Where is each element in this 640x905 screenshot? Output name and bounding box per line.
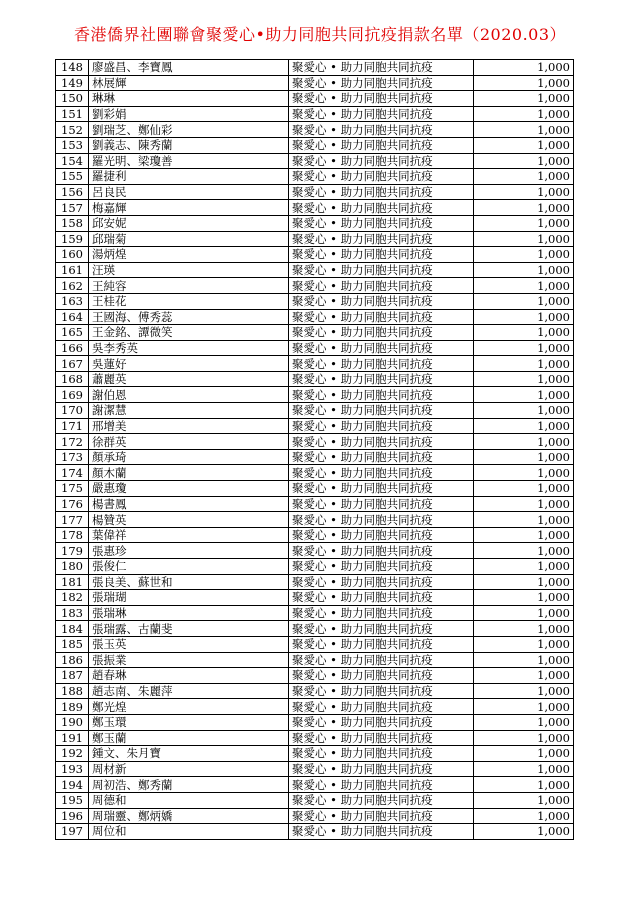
donation-amount: 1,000 (474, 200, 574, 216)
table-row (56, 792, 574, 808)
donor-name: 趙春琳 (89, 668, 289, 684)
donation-amount: 1,000 (474, 668, 574, 684)
donation-amount: 1,000 (474, 792, 574, 808)
donor-number: 192 (56, 746, 89, 762)
donation-amount: 1,000 (474, 231, 574, 247)
donation-amount: 1,000 (474, 605, 574, 621)
donor-name: 張俊仁 (89, 559, 289, 575)
donation-project: 聚愛心 • 助力同胞共同抗疫 (289, 231, 474, 247)
donation-project: 聚愛心 • 助力同胞共同抗疫 (289, 75, 474, 91)
table-row (56, 137, 574, 153)
donor-name: 邱瑞菊 (89, 231, 289, 247)
table-row (56, 387, 574, 403)
table-row (56, 262, 574, 278)
donation-amount: 1,000 (474, 590, 574, 606)
donation-project: 聚愛心 • 助力同胞共同抗疫 (289, 590, 474, 606)
donation-amount: 1,000 (474, 169, 574, 185)
donation-amount: 1,000 (474, 418, 574, 434)
donor-name: 劉瑞芝、鄭仙彩 (89, 122, 289, 138)
table-row (56, 75, 574, 91)
donation-amount: 1,000 (474, 699, 574, 715)
donation-amount: 1,000 (474, 293, 574, 309)
donation-project: 聚愛心 • 助力同胞共同抗疫 (289, 91, 474, 107)
table-row (56, 699, 574, 715)
table-row (56, 590, 574, 606)
donor-name: 張良美、蘇世和 (89, 574, 289, 590)
donation-amount: 1,000 (474, 574, 574, 590)
table-row (56, 761, 574, 777)
donor-name: 劉彩娟 (89, 106, 289, 122)
table-row (56, 777, 574, 793)
donation-amount: 1,000 (474, 106, 574, 122)
donation-project: 聚愛心 • 助力同胞共同抗疫 (289, 434, 474, 450)
donor-number: 169 (56, 387, 89, 403)
donation-project: 聚愛心 • 助力同胞共同抗疫 (289, 262, 474, 278)
donor-number: 179 (56, 543, 89, 559)
donor-number: 168 (56, 371, 89, 387)
donor-number: 191 (56, 730, 89, 746)
donation-project: 聚愛心 • 助力同胞共同抗疫 (289, 527, 474, 543)
donation-amount: 1,000 (474, 824, 574, 840)
donation-project: 聚愛心 • 助力同胞共同抗疫 (289, 792, 474, 808)
donor-name: 王金銘、譚微笑 (89, 325, 289, 341)
donation-project: 聚愛心 • 助力同胞共同抗疫 (289, 387, 474, 403)
table-row (56, 481, 574, 497)
donation-amount: 1,000 (474, 356, 574, 372)
table-row (56, 106, 574, 122)
donation-amount: 1,000 (474, 184, 574, 200)
donor-number: 158 (56, 215, 89, 231)
table-row (56, 746, 574, 762)
table-row (56, 418, 574, 434)
donation-project: 聚愛心 • 助力同胞共同抗疫 (289, 184, 474, 200)
donor-number: 164 (56, 309, 89, 325)
donation-project: 聚愛心 • 助力同胞共同抗疫 (289, 169, 474, 185)
donation-project: 聚愛心 • 助力同胞共同抗疫 (289, 215, 474, 231)
donor-number: 150 (56, 91, 89, 107)
donor-name: 鍾文、朱月寶 (89, 746, 289, 762)
table-row (56, 730, 574, 746)
donation-project: 聚愛心 • 助力同胞共同抗疫 (289, 356, 474, 372)
donation-amount: 1,000 (474, 309, 574, 325)
donation-amount: 1,000 (474, 559, 574, 575)
donation-project: 聚愛心 • 助力同胞共同抗疫 (289, 200, 474, 216)
donor-name: 汪瑛 (89, 262, 289, 278)
donor-number: 151 (56, 106, 89, 122)
table-row (56, 247, 574, 263)
table-row (56, 403, 574, 419)
donor-number: 181 (56, 574, 89, 590)
donor-name: 王純容 (89, 278, 289, 294)
donation-table (55, 59, 574, 840)
donation-project: 聚愛心 • 助力同胞共同抗疫 (289, 605, 474, 621)
donor-number: 157 (56, 200, 89, 216)
donor-number: 171 (56, 418, 89, 434)
table-row (56, 574, 574, 590)
table-row (56, 153, 574, 169)
donation-amount: 1,000 (474, 325, 574, 341)
table-row (56, 543, 574, 559)
donor-name: 吳蓮好 (89, 356, 289, 372)
table-row (56, 293, 574, 309)
donor-name: 鄭光煌 (89, 699, 289, 715)
donation-amount: 1,000 (474, 247, 574, 263)
donation-amount: 1,000 (474, 543, 574, 559)
donation-project: 聚愛心 • 助力同胞共同抗疫 (289, 418, 474, 434)
donor-number: 186 (56, 652, 89, 668)
table-row (56, 496, 574, 512)
donation-project: 聚愛心 • 助力同胞共同抗疫 (289, 621, 474, 637)
donor-number: 155 (56, 169, 89, 185)
donor-number: 178 (56, 527, 89, 543)
donor-name: 蕭麗英 (89, 371, 289, 387)
donation-project: 聚愛心 • 助力同胞共同抗疫 (289, 325, 474, 341)
donor-number: 185 (56, 636, 89, 652)
donor-name: 邱安妮 (89, 215, 289, 231)
donation-amount: 1,000 (474, 481, 574, 497)
donor-name: 張振業 (89, 652, 289, 668)
donor-name: 呂良民 (89, 184, 289, 200)
donation-project: 聚愛心 • 助力同胞共同抗疫 (289, 153, 474, 169)
donor-name: 鄭玉蘭 (89, 730, 289, 746)
donor-name: 羅捷利 (89, 169, 289, 185)
donor-name: 顏承琦 (89, 449, 289, 465)
donor-number: 149 (56, 75, 89, 91)
donor-number: 163 (56, 293, 89, 309)
donor-name: 王桂花 (89, 293, 289, 309)
donation-project: 聚愛心 • 助力同胞共同抗疫 (289, 714, 474, 730)
donation-amount: 1,000 (474, 652, 574, 668)
donation-project: 聚愛心 • 助力同胞共同抗疫 (289, 808, 474, 824)
donation-project: 聚愛心 • 助力同胞共同抗疫 (289, 371, 474, 387)
donor-number: 162 (56, 278, 89, 294)
donor-name: 周瑞靈、鄭炳嬌 (89, 808, 289, 824)
table-row (56, 215, 574, 231)
donor-number: 195 (56, 792, 89, 808)
donation-project: 聚愛心 • 助力同胞共同抗疫 (289, 777, 474, 793)
donor-name: 廖盛昌、李寶鳳 (89, 60, 289, 76)
donation-project: 聚愛心 • 助力同胞共同抗疫 (289, 340, 474, 356)
table-row (56, 60, 574, 76)
donation-amount: 1,000 (474, 449, 574, 465)
donation-project: 聚愛心 • 助力同胞共同抗疫 (289, 668, 474, 684)
table-row (56, 91, 574, 107)
donation-project: 聚愛心 • 助力同胞共同抗疫 (289, 60, 474, 76)
donation-amount: 1,000 (474, 808, 574, 824)
donation-amount: 1,000 (474, 621, 574, 637)
donation-project: 聚愛心 • 助力同胞共同抗疫 (289, 293, 474, 309)
donation-amount: 1,000 (474, 60, 574, 76)
donor-name: 鄭玉環 (89, 714, 289, 730)
donor-name: 張瑞露、古蘭斐 (89, 621, 289, 637)
donor-name: 王國海、傅秀蕊 (89, 309, 289, 325)
table-row (56, 356, 574, 372)
donor-name: 周材新 (89, 761, 289, 777)
donor-number: 194 (56, 777, 89, 793)
table-row (56, 434, 574, 450)
donation-amount: 1,000 (474, 122, 574, 138)
donor-number: 175 (56, 481, 89, 497)
donation-project: 聚愛心 • 助力同胞共同抗疫 (289, 247, 474, 263)
donor-number: 148 (56, 60, 89, 76)
donor-name: 嚴惠瓊 (89, 481, 289, 497)
donation-project: 聚愛心 • 助力同胞共同抗疫 (289, 730, 474, 746)
donor-number: 188 (56, 683, 89, 699)
donor-number: 183 (56, 605, 89, 621)
donor-name: 林展輝 (89, 75, 289, 91)
donation-project: 聚愛心 • 助力同胞共同抗疫 (289, 824, 474, 840)
donation-amount: 1,000 (474, 777, 574, 793)
donation-amount: 1,000 (474, 512, 574, 528)
donation-project: 聚愛心 • 助力同胞共同抗疫 (289, 137, 474, 153)
donor-name: 吳李秀英 (89, 340, 289, 356)
donation-amount: 1,000 (474, 761, 574, 777)
table-row (56, 122, 574, 138)
table-row (56, 169, 574, 185)
donor-name: 琳琳 (89, 91, 289, 107)
table-row (56, 714, 574, 730)
donor-number: 180 (56, 559, 89, 575)
donor-number: 156 (56, 184, 89, 200)
donor-number: 190 (56, 714, 89, 730)
donation-amount: 1,000 (474, 527, 574, 543)
donation-amount: 1,000 (474, 153, 574, 169)
table-row (56, 636, 574, 652)
donor-name: 謝伯恩 (89, 387, 289, 403)
donor-name: 徐群英 (89, 434, 289, 450)
donor-number: 189 (56, 699, 89, 715)
donor-name: 周初浩、鄭秀蘭 (89, 777, 289, 793)
donation-project: 聚愛心 • 助力同胞共同抗疫 (289, 512, 474, 528)
donor-name: 張瑞瑚 (89, 590, 289, 606)
table-row (56, 371, 574, 387)
donation-amount: 1,000 (474, 75, 574, 91)
donor-number: 152 (56, 122, 89, 138)
table-row (56, 184, 574, 200)
donor-number: 182 (56, 590, 89, 606)
donor-name: 劉義志、陳秀蘭 (89, 137, 289, 153)
donor-name: 梅嘉輝 (89, 200, 289, 216)
table-row (56, 652, 574, 668)
donation-amount: 1,000 (474, 683, 574, 699)
donor-number: 172 (56, 434, 89, 450)
donation-table-body (56, 60, 574, 840)
donor-number: 161 (56, 262, 89, 278)
page-title: 香港僑界社團聯會聚愛心•助力同胞共同抗疫捐款名單（2020.03） (73, 25, 567, 44)
donor-number: 193 (56, 761, 89, 777)
donor-number: 177 (56, 512, 89, 528)
donation-project: 聚愛心 • 助力同胞共同抗疫 (289, 636, 474, 652)
table-row (56, 449, 574, 465)
table-row (56, 527, 574, 543)
table-row (56, 621, 574, 637)
donation-amount: 1,000 (474, 496, 574, 512)
table-row (56, 808, 574, 824)
table-row (56, 683, 574, 699)
donor-number: 187 (56, 668, 89, 684)
donation-amount: 1,000 (474, 215, 574, 231)
donor-number: 167 (56, 356, 89, 372)
donor-name: 羅光明、梁瓊善 (89, 153, 289, 169)
donation-project: 聚愛心 • 助力同胞共同抗疫 (289, 699, 474, 715)
donation-project: 聚愛心 • 助力同胞共同抗疫 (289, 465, 474, 481)
table-row (56, 668, 574, 684)
donation-project: 聚愛心 • 助力同胞共同抗疫 (289, 496, 474, 512)
donor-name: 張惠珍 (89, 543, 289, 559)
donor-number: 184 (56, 621, 89, 637)
donation-amount: 1,000 (474, 340, 574, 356)
donor-name: 謝潔慧 (89, 403, 289, 419)
donor-number: 196 (56, 808, 89, 824)
table-row (56, 559, 574, 575)
donation-amount: 1,000 (474, 262, 574, 278)
donor-number: 153 (56, 137, 89, 153)
donation-amount: 1,000 (474, 636, 574, 652)
table-row (56, 465, 574, 481)
donor-number: 154 (56, 153, 89, 169)
donation-amount: 1,000 (474, 91, 574, 107)
donor-number: 166 (56, 340, 89, 356)
donor-name: 趙志南、朱麗萍 (89, 683, 289, 699)
donor-name: 張瑞琳 (89, 605, 289, 621)
donation-amount: 1,000 (474, 371, 574, 387)
donation-project: 聚愛心 • 助力同胞共同抗疫 (289, 449, 474, 465)
table-row (56, 325, 574, 341)
donor-number: 176 (56, 496, 89, 512)
donation-amount: 1,000 (474, 714, 574, 730)
donor-number: 197 (56, 824, 89, 840)
table-row (56, 512, 574, 528)
donor-name: 邢增美 (89, 418, 289, 434)
donation-project: 聚愛心 • 助力同胞共同抗疫 (289, 278, 474, 294)
donation-amount: 1,000 (474, 403, 574, 419)
donor-number: 174 (56, 465, 89, 481)
donation-project: 聚愛心 • 助力同胞共同抗疫 (289, 122, 474, 138)
donation-project: 聚愛心 • 助力同胞共同抗疫 (289, 574, 474, 590)
donation-project: 聚愛心 • 助力同胞共同抗疫 (289, 746, 474, 762)
donation-project: 聚愛心 • 助力同胞共同抗疫 (289, 543, 474, 559)
donor-number: 170 (56, 403, 89, 419)
donor-name: 周德和 (89, 792, 289, 808)
donor-name: 楊贊英 (89, 512, 289, 528)
table-row (56, 605, 574, 621)
donation-amount: 1,000 (474, 434, 574, 450)
donation-amount: 1,000 (474, 730, 574, 746)
donation-project: 聚愛心 • 助力同胞共同抗疫 (289, 403, 474, 419)
donor-number: 173 (56, 449, 89, 465)
table-row (56, 278, 574, 294)
donor-name: 楊書鳳 (89, 496, 289, 512)
donation-amount: 1,000 (474, 746, 574, 762)
donation-amount: 1,000 (474, 387, 574, 403)
donor-name: 張玉英 (89, 636, 289, 652)
table-row (56, 200, 574, 216)
donor-name: 葉偉祥 (89, 527, 289, 543)
donation-project: 聚愛心 • 助力同胞共同抗疫 (289, 559, 474, 575)
donation-amount: 1,000 (474, 465, 574, 481)
table-row (56, 231, 574, 247)
table-row (56, 824, 574, 840)
table-row (56, 340, 574, 356)
donor-number: 165 (56, 325, 89, 341)
donation-project: 聚愛心 • 助力同胞共同抗疫 (289, 309, 474, 325)
donor-number: 160 (56, 247, 89, 263)
donor-name: 周位和 (89, 824, 289, 840)
donation-project: 聚愛心 • 助力同胞共同抗疫 (289, 652, 474, 668)
table-row (56, 309, 574, 325)
donation-project: 聚愛心 • 助力同胞共同抗疫 (289, 683, 474, 699)
donation-project: 聚愛心 • 助力同胞共同抗疫 (289, 106, 474, 122)
donor-number: 159 (56, 231, 89, 247)
donor-name: 湯炳煌 (89, 247, 289, 263)
donation-project: 聚愛心 • 助力同胞共同抗疫 (289, 481, 474, 497)
donation-amount: 1,000 (474, 137, 574, 153)
donation-amount: 1,000 (474, 278, 574, 294)
donation-project: 聚愛心 • 助力同胞共同抗疫 (289, 761, 474, 777)
donor-name: 顏木蘭 (89, 465, 289, 481)
